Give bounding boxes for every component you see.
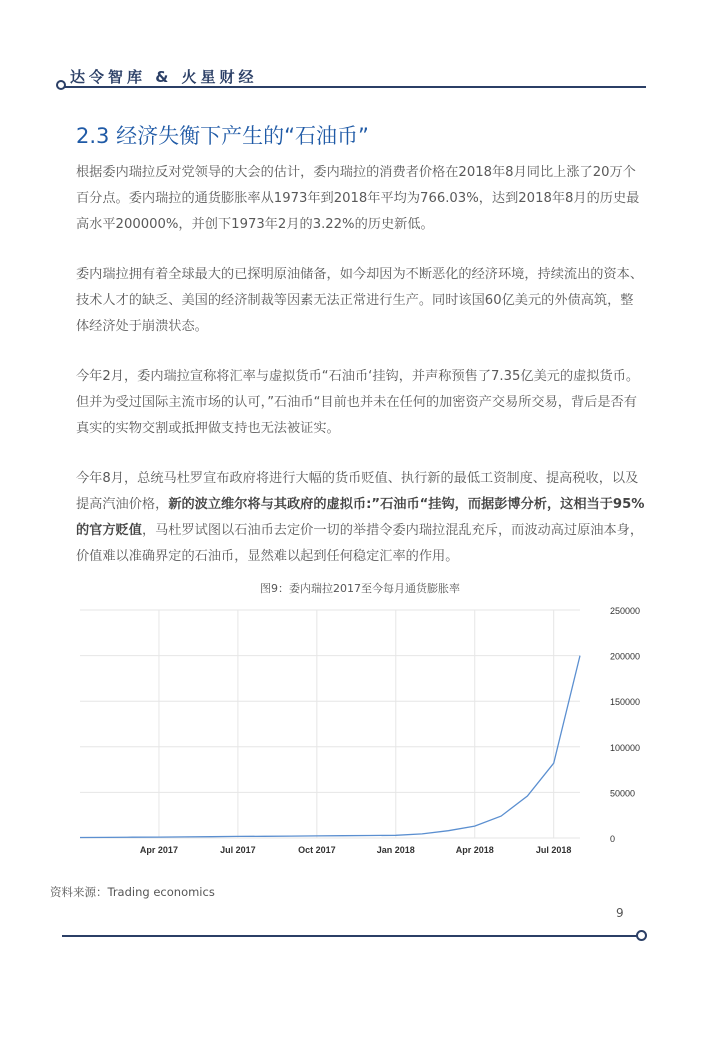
header-rule — [62, 86, 646, 88]
header-rule-dot — [56, 80, 66, 90]
paragraph-4-text-a: 今年8月，总统马杜罗宣布政府将进行大幅的货币贬值、执行新的最低工资制度、提高税收，以及提高汽油价格， — [76, 471, 639, 512]
y-tick-label: 0 — [610, 834, 616, 844]
x-tick-label: Jul 2017 — [220, 845, 256, 855]
paragraph-4-bold: 新的波立维尔将与其政府的虚拟币:”石油币“挂钩，而据彭博分析，这相当于95%的官方贬值 — [76, 497, 645, 538]
inflation-chart-svg — [60, 598, 650, 870]
x-tick-label: Jul 2018 — [535, 845, 572, 855]
paragraph-3: 今年2月，委内瑞拉宣称将汇率与虚拟货币“石油币‘挂钩，并声称预售了7.35亿美元的虚拟货币。但并为受过国际主流市场的认可，”石油币“目前也并未在任何的加密资产交易所交易，背后是否有真实的实物交割或抵押做支持也无法被证实。 — [76, 369, 640, 436]
x-tick-label: Oct 2017 — [298, 845, 336, 855]
x-tick-label: Apr 2017 — [139, 845, 178, 855]
y-tick-label: 200000 — [610, 651, 641, 662]
paragraph-1: 根据委内瑞拉反对党领导的大会的估计，委内瑞拉的消费者价格在2018年8月同比上涨了20万个百分点。委内瑞拉的通货膨胀率从1973年到2018年平均为766.03%，达到2018年8月的历史最高水平200000%，并创下1973年2月的3.22%的历史新低。 — [76, 165, 640, 232]
y-tick-label: 250000 — [610, 606, 641, 616]
section-title: 2.3 经济失衡下产生的“石油币” — [76, 124, 369, 148]
paragraph-4 — [76, 466, 646, 570]
figure-caption: 图9：委内瑞拉2017至今每月通货膨胀率 — [260, 582, 460, 595]
y-tick-label: 100000 — [610, 742, 641, 753]
paragraph-4-text-c: ，马杜罗试图以石油币去定价一切的举措令委内瑞拉混乱充斥，而波动高过原油本身，价值难以准确界定的石油币，显然难以起到任何稳定汇率的作用。 — [76, 523, 644, 564]
inflation-chart — [60, 598, 650, 870]
x-tick-label: Jan 2018 — [376, 845, 415, 855]
footer-rule-dot — [636, 930, 647, 941]
source-note: 资料来源：Trading economics — [50, 885, 215, 899]
y-tick-label: 50000 — [610, 788, 636, 799]
header-title: 达令智库 & 火星财经 — [70, 68, 258, 86]
page-number: 9 — [616, 906, 624, 920]
footer-rule — [62, 935, 640, 937]
x-tick-label: Apr 2018 — [455, 845, 494, 855]
y-tick-label: 150000 — [610, 697, 641, 708]
paragraph-2: 委内瑞拉拥有着全球最大的已探明原油储备，如今却因为不断恶化的经济环境，持续流出的资本、技术人才的缺乏、美国的经济制裁等因素无法正常进行生产。同时该国60亿美元的外债高筑，整体经济处于崩溃状态。 — [76, 267, 644, 334]
